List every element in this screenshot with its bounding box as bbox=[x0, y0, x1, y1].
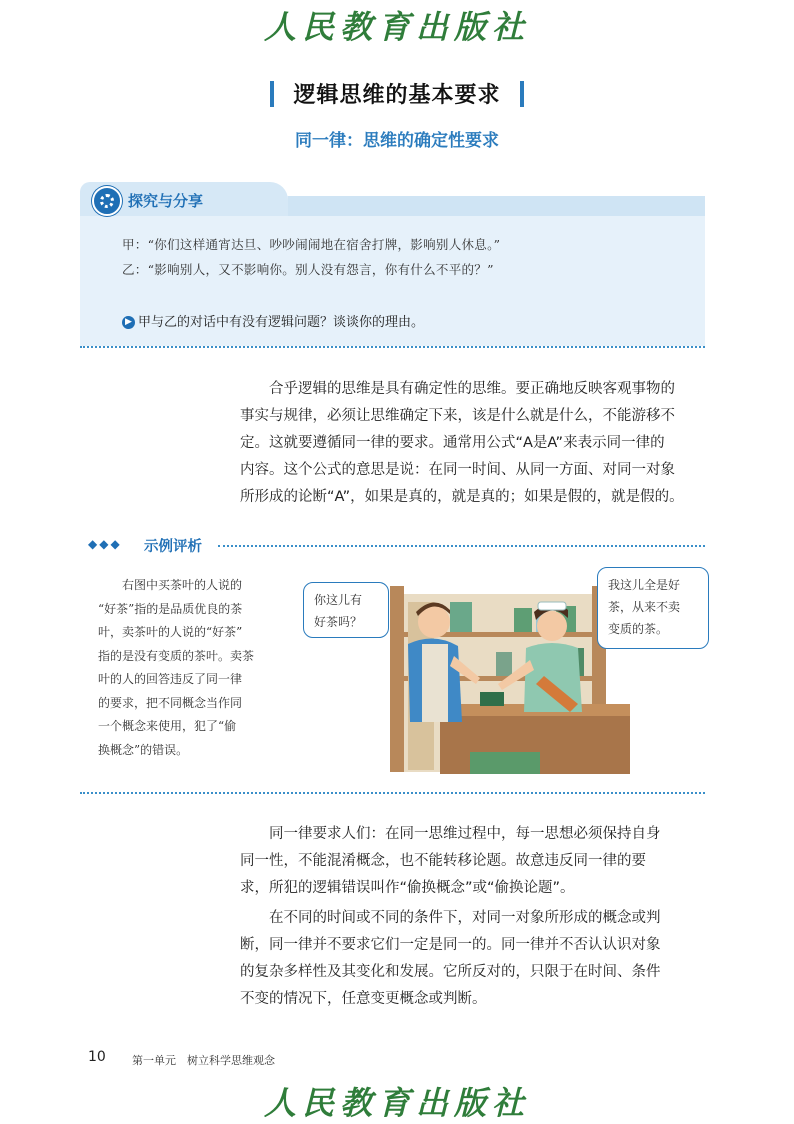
unit-label: 第一单元 树立科学思维观念 bbox=[132, 1054, 275, 1067]
buyer-speech-bubble bbox=[303, 582, 389, 638]
bubble-line: 茶，从来不卖 bbox=[608, 600, 681, 614]
buyer-apron bbox=[422, 644, 448, 722]
bubble-line: 我这儿全是好 bbox=[608, 578, 681, 592]
note-line: 换概念”的错误。 bbox=[98, 742, 189, 757]
paragraph-line: 断，同一律并不要求它们一定是同一的。同一律并不否认认识对象 bbox=[240, 937, 661, 953]
example-note bbox=[98, 574, 280, 762]
example-title: 示例评析 bbox=[144, 539, 202, 555]
counter-sign bbox=[470, 752, 540, 774]
explore-icon bbox=[92, 186, 122, 216]
tea-canister bbox=[450, 602, 472, 632]
publisher-logo-bottom: 人民教育出版社 bbox=[263, 1084, 530, 1122]
page-number: 10 bbox=[88, 1049, 106, 1065]
paragraph-line: 求，所犯的逻辑错误叫作“偷换概念”或“偷换论题”。 bbox=[240, 880, 575, 896]
page-title: 逻辑思维的基本要求 bbox=[293, 83, 501, 108]
tea-canister bbox=[514, 608, 532, 632]
section-title-block bbox=[0, 78, 794, 109]
arrow-right-icon: ▶ bbox=[122, 316, 135, 329]
dialog-b: 乙：“影响别人，又不影响你。别人没有怨言，你有什么不平的？” bbox=[122, 262, 494, 277]
note-line: “好茶”指的是品质优良的茶 bbox=[98, 601, 243, 616]
paragraph-3 bbox=[240, 905, 706, 1013]
paragraph-line: 合乎逻辑的思维是具有确定性的思维。要正确地反映客观事物的 bbox=[269, 381, 675, 397]
paragraph-line: 不变的情况下，任意变更概念或判断。 bbox=[240, 991, 487, 1007]
tea-box bbox=[480, 692, 504, 706]
publisher-logo-top: 人民教育出版社 bbox=[263, 8, 530, 46]
bubble-line: 变质的茶。 bbox=[608, 622, 669, 636]
note-line: 叶，卖茶叶的人说的“好茶” bbox=[98, 625, 243, 639]
tea-canister bbox=[496, 652, 512, 676]
divider-dotted bbox=[218, 545, 705, 547]
divider-dotted bbox=[80, 346, 705, 348]
paragraph-line: 所形成的论断“A”，如果是真的，就是真的；如果是假的，就是假的。 bbox=[240, 489, 684, 505]
note-line: 右图中买茶叶的人说的 bbox=[122, 578, 243, 592]
explore-question bbox=[122, 311, 424, 330]
divider-dotted bbox=[80, 792, 705, 794]
paragraph-line: 内容。这个公式的意思是说：在同一时间、从同一方面、对同一对象 bbox=[240, 462, 675, 478]
seller-cap bbox=[538, 602, 566, 610]
paragraph-line: 的复杂多样性及其变化和发展。它所反对的，只限于在时间、条件 bbox=[240, 964, 661, 980]
paragraph-line: 同一律要求人们：在同一思维过程中，每一思想必须保持自身 bbox=[269, 826, 661, 842]
title-bar-left bbox=[270, 81, 274, 107]
bubble-line: 好茶吗？ bbox=[314, 615, 363, 629]
paragraph-line: 事实与规律，必须让思维确定下来，该是什么就是什么，不能游移不 bbox=[240, 408, 675, 424]
title-bar-right bbox=[520, 81, 524, 107]
diamond-marker-icon: ◆◆◆ bbox=[88, 537, 122, 551]
paragraph-line: 在不同的时间或不同的条件下，对同一对象所形成的概念或判 bbox=[269, 910, 661, 926]
explore-strip bbox=[288, 196, 705, 216]
bubble-line: 你这儿有 bbox=[314, 593, 363, 607]
paragraph-1 bbox=[240, 376, 706, 511]
dialog-a: 甲：“你们这样通宵达旦、吵吵闹闹地在宿舍打牌，影响别人休息。” bbox=[122, 237, 501, 252]
note-line: 的要求，把不同概念当作同 bbox=[98, 695, 243, 710]
paragraph-line: 同一性，不能混淆概念，也不能转移论题。故意违反同一律的要 bbox=[240, 853, 646, 869]
page-subtitle: 同一律：思维的确定性要求 bbox=[295, 131, 499, 151]
seller-head bbox=[537, 611, 567, 641]
paragraph-line: 定。这就要遵循同一律的要求。通常用公式“A是A”来表示同一律的 bbox=[240, 435, 665, 451]
note-line: 指的是没有变质的茶叶。卖茶 bbox=[98, 648, 255, 663]
paragraph-2 bbox=[240, 821, 706, 902]
note-line: 叶的人的回答违反了同一律 bbox=[98, 672, 243, 686]
question-text: 甲与乙的对话中有没有逻辑问题？谈谈你的理由。 bbox=[138, 315, 425, 330]
note-line: 一个概念来使用，犯了“偷 bbox=[98, 719, 237, 733]
seller-speech-bubble bbox=[597, 567, 709, 649]
explore-label: 探究与分享 bbox=[128, 192, 204, 210]
